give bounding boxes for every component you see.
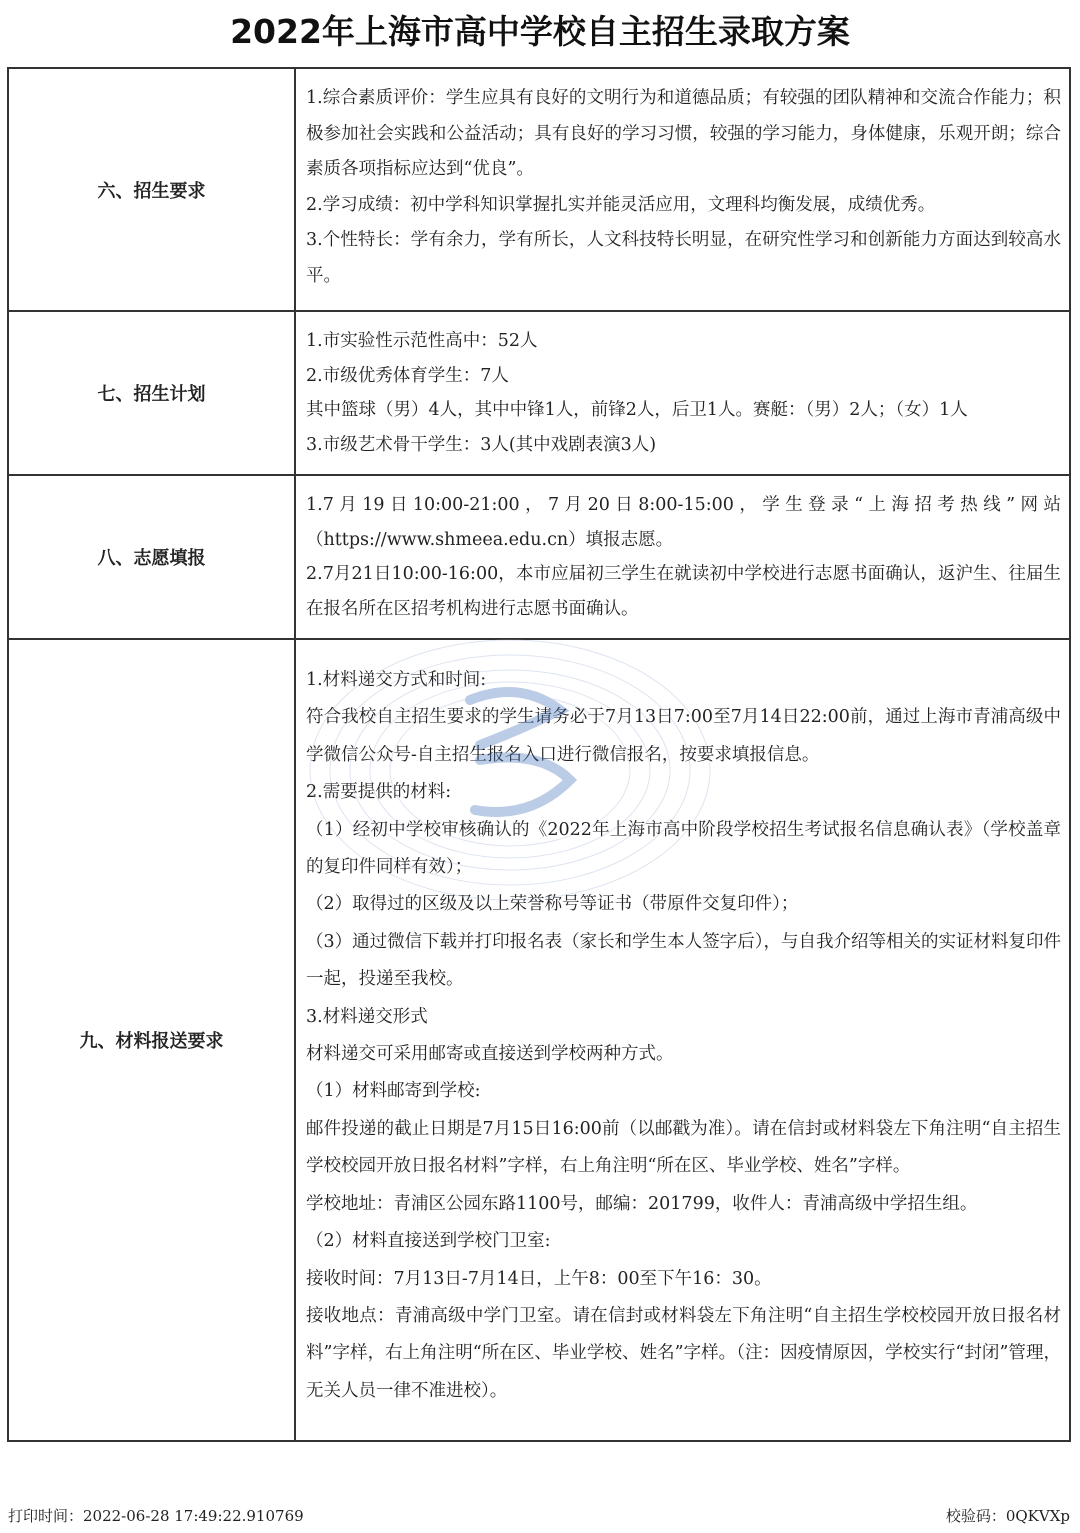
table-row [8,311,1070,475]
content-line: 3.市级艺术骨干学生：3人(其中戏剧表演3人) [306,434,657,455]
content-line: 3.材料递交形式 [306,1006,428,1027]
content-line: （2）材料直接送到学校门卫室: [306,1231,551,1252]
content-line: 学校地址：青浦区公园东路1100号，邮编：201799，收件人：青浦高级中学招生组。 [306,1193,978,1214]
section-content-plan [295,311,1070,475]
table-row [8,68,1070,311]
content-line: 2.7月21日10:00-16:00，本市应届初三学生在就读初中学校进行志愿书面确认，返沪生、往届生在报名所在区招考机构进行志愿书面确认。 [306,564,1061,619]
page-title: 2022年上海市高中学校自主招生录取方案 [230,12,850,51]
content-line: 1.市实验性示范性高中：52人 [306,331,538,351]
section-label-plan: 七、招生计划 [8,311,295,475]
table-row [8,475,1070,639]
admission-table [7,67,1071,1442]
content-line: （1）材料邮寄到学校: [306,1081,481,1102]
verify-code: 校验码：0QKVXp [945,1507,1070,1525]
content-line: 2.市级优秀体育学生：7人 [306,365,509,386]
content-line: 1.7月19日10:00-21:00，7月20日8:00-15:00，学生登录“上海招考热线”网站（https://www.shmeea.edu.cn）填报志愿。 [306,495,1061,550]
print-time: 打印时间：2022-06-28 17:49:22.910769 [8,1507,304,1525]
content-line: 接收时间：7月13日-7月14日，上午8：00至下午16：30。 [306,1268,772,1289]
content-line: 接收地点：青浦高级中学门卫室。请在信封或材料袋左下角注明“自主招生学校校园开放日报名材料”字样，右上角注明“所在区、毕业学校、姓名”字样。（注：因疫情原因，学校实行“封闭”管理，无关人员一律不准进校）。 [306,1305,1061,1401]
section-content-materials [295,639,1070,1441]
content-line: （2）取得过的区级及以上荣誉称号等证书（带原件交复印件）； [306,894,799,915]
content-line: 2.需要提供的材料: [306,782,452,803]
content-line: 2.学习成绩：初中学科知识掌握扎实并能灵活应用，文理科均衡发展，成绩优秀。 [306,194,936,215]
content-line: 3.个性特长：学有余力，学有所长，人文科技特长明显，在研究性学习和创新能力方面达到较高水平。 [306,230,1061,286]
content-line: 其中篮球（男）4人，其中中锋1人，前锋2人，后卫1人。赛艇：（男）2人；（女）1人 [306,400,968,420]
section-label-application: 八、志愿填报 [8,475,295,639]
section-content-requirements [295,68,1070,311]
content-line: （3）通过微信下载并打印报名表（家长和学生本人签字后），与自我介绍等相关的实证材料复印件一起，投递至我校。 [306,931,1061,990]
content-line: 1.综合素质评价：学生应具有良好的文明行为和道德品质；有较强的团队精神和交流合作能力；积极参加社会实践和公益活动；具有良好的学习习惯，较强的学习能力，身体健康，乐观开朗；综合素质各项指标应达到“优良”。 [306,88,1061,179]
content-line: 材料递交可采用邮寄或直接送到学校两种方式。 [306,1044,674,1065]
content-line: 1.材料递交方式和时间: [306,670,487,690]
content-line: （1）经初中学校审核确认的《2022年上海市高中阶段学校招生考试报名信息确认表》（学校盖章的复印件同样有效）； [306,819,1061,878]
section-label-materials: 九、材料报送要求 [8,639,295,1441]
content-line: 邮件投递的截止日期是7月15日16:00前（以邮戳为准）。请在信封或材料袋左下角注明“自主招生学校校园开放日报名材料”字样，右上角注明“所在区、毕业学校、姓名”字样。 [306,1118,1061,1177]
section-content-application [295,475,1070,639]
table-row [8,639,1070,1441]
section-label-requirements: 六、招生要求 [8,68,295,311]
content-line: 符合我校自主招生要求的学生请务必于7月13日7:00至7月14日22:00前，通过上海市青浦高级中学微信公众号-自主招生报名入口进行微信报名，按要求填报信息。 [306,707,1061,765]
